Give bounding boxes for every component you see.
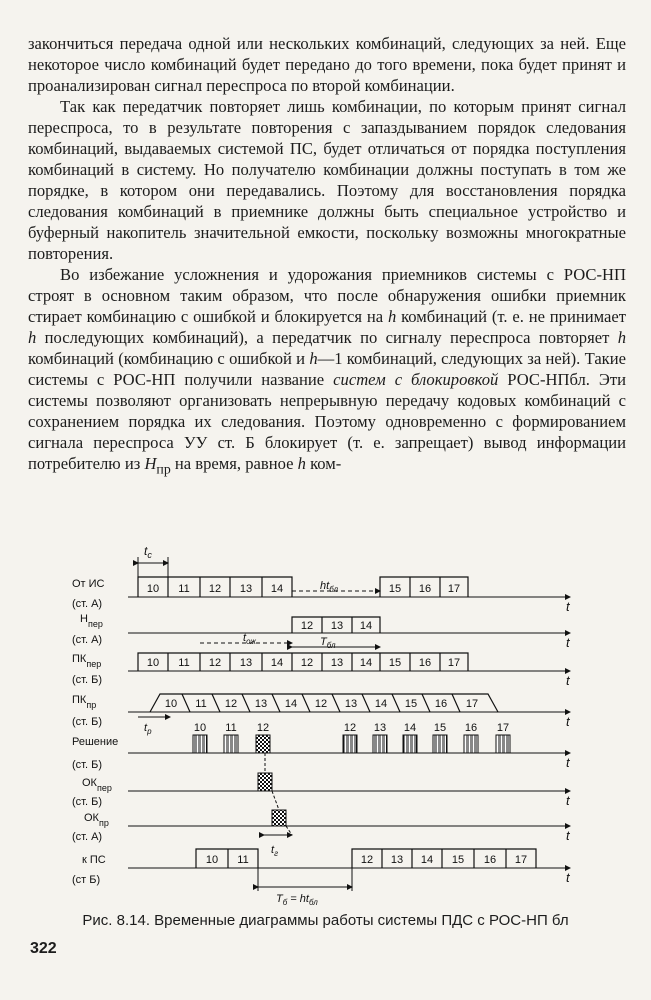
k-ps-cell: 11 (237, 854, 249, 866)
ot-is-cell: 11 (178, 583, 190, 595)
label-st-b-4: (ст. Б) (72, 796, 102, 808)
k-ps-cell: 14 (420, 854, 434, 866)
svg-text:t: t (566, 755, 570, 770)
pk-pr-cell: 16 (434, 698, 448, 710)
h-per-cell: 14 (359, 620, 373, 632)
decision-pulse (464, 735, 478, 753)
label-st-b-1: (ст. Б) (72, 674, 102, 686)
k-ps-cell: 16 (483, 854, 497, 866)
h-per-cell: 13 (330, 620, 344, 632)
label-pk-per: $ПК_{пер}$ (72, 653, 102, 669)
decision-label: 14 (403, 722, 417, 734)
ot-is-cell: 13 (239, 583, 253, 595)
ok-per-pulse (258, 773, 272, 791)
label-k-ps: к ПС (82, 854, 106, 866)
body-text (28, 33, 626, 479)
pk-per-cell: 10 (146, 657, 160, 669)
pk-per-cell: 12 (208, 657, 222, 669)
ot-is-cell: 12 (208, 583, 222, 595)
svg-text:t: t (566, 635, 570, 650)
k-ps-cell: 13 (390, 854, 404, 866)
svg-text:tр: $t_р$ (144, 722, 152, 736)
svg-text:t: t (566, 870, 570, 885)
paragraph-2: Так как передатчик повторяет лишь комбинации, по которым принят сигнал переспроса, то в результате повторения с запаздыванием порядок следования комбинаций, выдаваемых системой ПС, будет отличаться от порядка поступления комбинаций в систему. Но получателю комбинации должны поступать в том же порядке, в котором они передавались. Поэтому для восстановления порядка следования комбинаций в приемнике должны быть специальное устройство и буферный накопитель значительной емкости, поскольку возможны многократные повторения. (28, 97, 626, 263)
svg-text:tож: $t_{ож}$ (243, 632, 256, 646)
decision-label: 12 (256, 722, 270, 734)
pk-pr-cell: 12 (224, 698, 238, 710)
pk-pr-cell: 15 (404, 698, 418, 710)
svg-text:tг: $t_г$ (271, 844, 279, 858)
ok-pr-pulse (272, 810, 286, 826)
decision-label: 15 (433, 722, 447, 734)
ot-is-cell: 16 (418, 583, 432, 595)
pk-per-cell: 13 (239, 657, 253, 669)
decision-pulse (433, 735, 447, 753)
pk-pr-cell: 10 (164, 698, 178, 710)
label-st-b-2: (ст. Б) (72, 716, 102, 728)
label-st-a-2: (ст. А) (72, 634, 103, 646)
decision-pulse (496, 735, 510, 753)
pk-per-cell: 11 (178, 657, 190, 669)
k-ps-cell: 17 (514, 854, 528, 866)
pk-per-cell: 14 (270, 657, 284, 669)
label-h-per: $Н_{пер}$ (80, 613, 103, 629)
svg-text:t: t (566, 673, 570, 688)
svg-text:Tбл: $T_{бл}$ (320, 636, 336, 650)
decision-label: 11 (225, 722, 237, 734)
decision-pulse (193, 735, 207, 753)
pk-pr-cell: 13 (254, 698, 268, 710)
label-st-a-1: (ст. А) (72, 598, 103, 610)
h-per-cell: 12 (300, 620, 314, 632)
pk-per-cell: 12 (300, 657, 314, 669)
decision-pulse (403, 735, 417, 753)
decision-pulse (256, 735, 270, 753)
label-ot-is: От ИС (72, 578, 105, 590)
label-st-b-3: (ст. Б) (72, 759, 102, 771)
decision-label: 16 (464, 722, 478, 734)
decision-label: 10 (193, 722, 207, 734)
label-ok-pr: $ОК_{пр}$ (84, 812, 109, 828)
k-ps-cell: 15 (451, 854, 465, 866)
pk-per-cell: 14 (359, 657, 373, 669)
k-ps-cell: 10 (205, 854, 219, 866)
ot-is-cell: 14 (270, 583, 284, 595)
ot-is-cell: 15 (388, 583, 402, 595)
row-reshenie (193, 735, 510, 753)
timing-diagram (70, 535, 590, 905)
label-st-b-5: (ст Б) (72, 874, 101, 886)
decision-label: 17 (496, 722, 510, 734)
decision-pulse (343, 735, 357, 753)
pk-pr-cell: 14 (374, 698, 388, 710)
decision-label: 12 (343, 722, 357, 734)
svg-text:t: t (566, 714, 570, 729)
pk-per-cell: 13 (330, 657, 344, 669)
label-reshenie: Решение (72, 736, 119, 748)
annotation-tc: $t_c$ (144, 544, 152, 560)
svg-text:t: t (566, 793, 570, 808)
pk-per-cell: 16 (418, 657, 432, 669)
pk-per-cell: 17 (447, 657, 461, 669)
annotation-ht-bl: $ht_{бл}$ (320, 580, 339, 594)
label-ok-per: $ОК_{пер}$ (82, 777, 112, 793)
decision-pulse (373, 735, 387, 753)
pk-per-cell: 15 (388, 657, 402, 669)
paragraph-1: закончиться передача одной или нескольких комбинаций, следующих за ней. Еще некоторое число комбинаций будет передано до того времени, пока будет принят и проанализирован сигнал переспроса по второй комбинации. (28, 34, 626, 95)
svg-text:t: t (566, 599, 570, 614)
figure-caption: Рис. 8.14. Временные диаграммы работы системы ПДС с РОС-НП бл (82, 912, 569, 929)
page-number: 322 (30, 940, 57, 957)
label-pk-pr: $ПК_{пр}$ (72, 694, 97, 710)
pk-pr-cell: 12 (314, 698, 328, 710)
decision-label: 13 (373, 722, 387, 734)
paragraph-3: Во избежание усложнения и удорожания приемников системы с РОС-НП строят в основном таким образом, что после обнаружения ошибки приемник стирает комбинацию с ошибкой и блокируется на h комбинаций (т. е. не принимает h последующих комбинаций), а передатчик по сигналу переспроса повторяет h комбинаций (комбинацию с ошибкой и h—1 комбинаций, следующих за ней). Такие системы с РОС-НП получили название систем с блокировкой РОС-НПбл. Эти системы позволяют организовать непрерывную передачу кодовых комбинаций с сохранением порядка их следования. Поэтому одновременно с формированием сигнала переспроса УУ ст. Б блокирует (т. е. запрещает) вывод информации потребителю из $H_{пр}$ на время, равное h ком- (28, 265, 626, 477)
decision-pulse (224, 735, 238, 753)
svg-text:Tб = htбл: $T_б = ht_{бл}$ (276, 893, 318, 905)
pk-pr-cell: 13 (344, 698, 358, 710)
ot-is-cell: 17 (447, 583, 461, 595)
ot-is-cell: 10 (146, 583, 160, 595)
pk-pr-cell: 14 (284, 698, 298, 710)
label-st-a-3: (ст. А) (72, 831, 103, 843)
k-ps-cell: 12 (360, 854, 374, 866)
term-italic: систем с блокировкой (333, 370, 499, 389)
pk-pr-cell: 11 (195, 698, 207, 710)
svg-text:t: t (566, 828, 570, 843)
pk-pr-cell: 17 (465, 698, 479, 710)
